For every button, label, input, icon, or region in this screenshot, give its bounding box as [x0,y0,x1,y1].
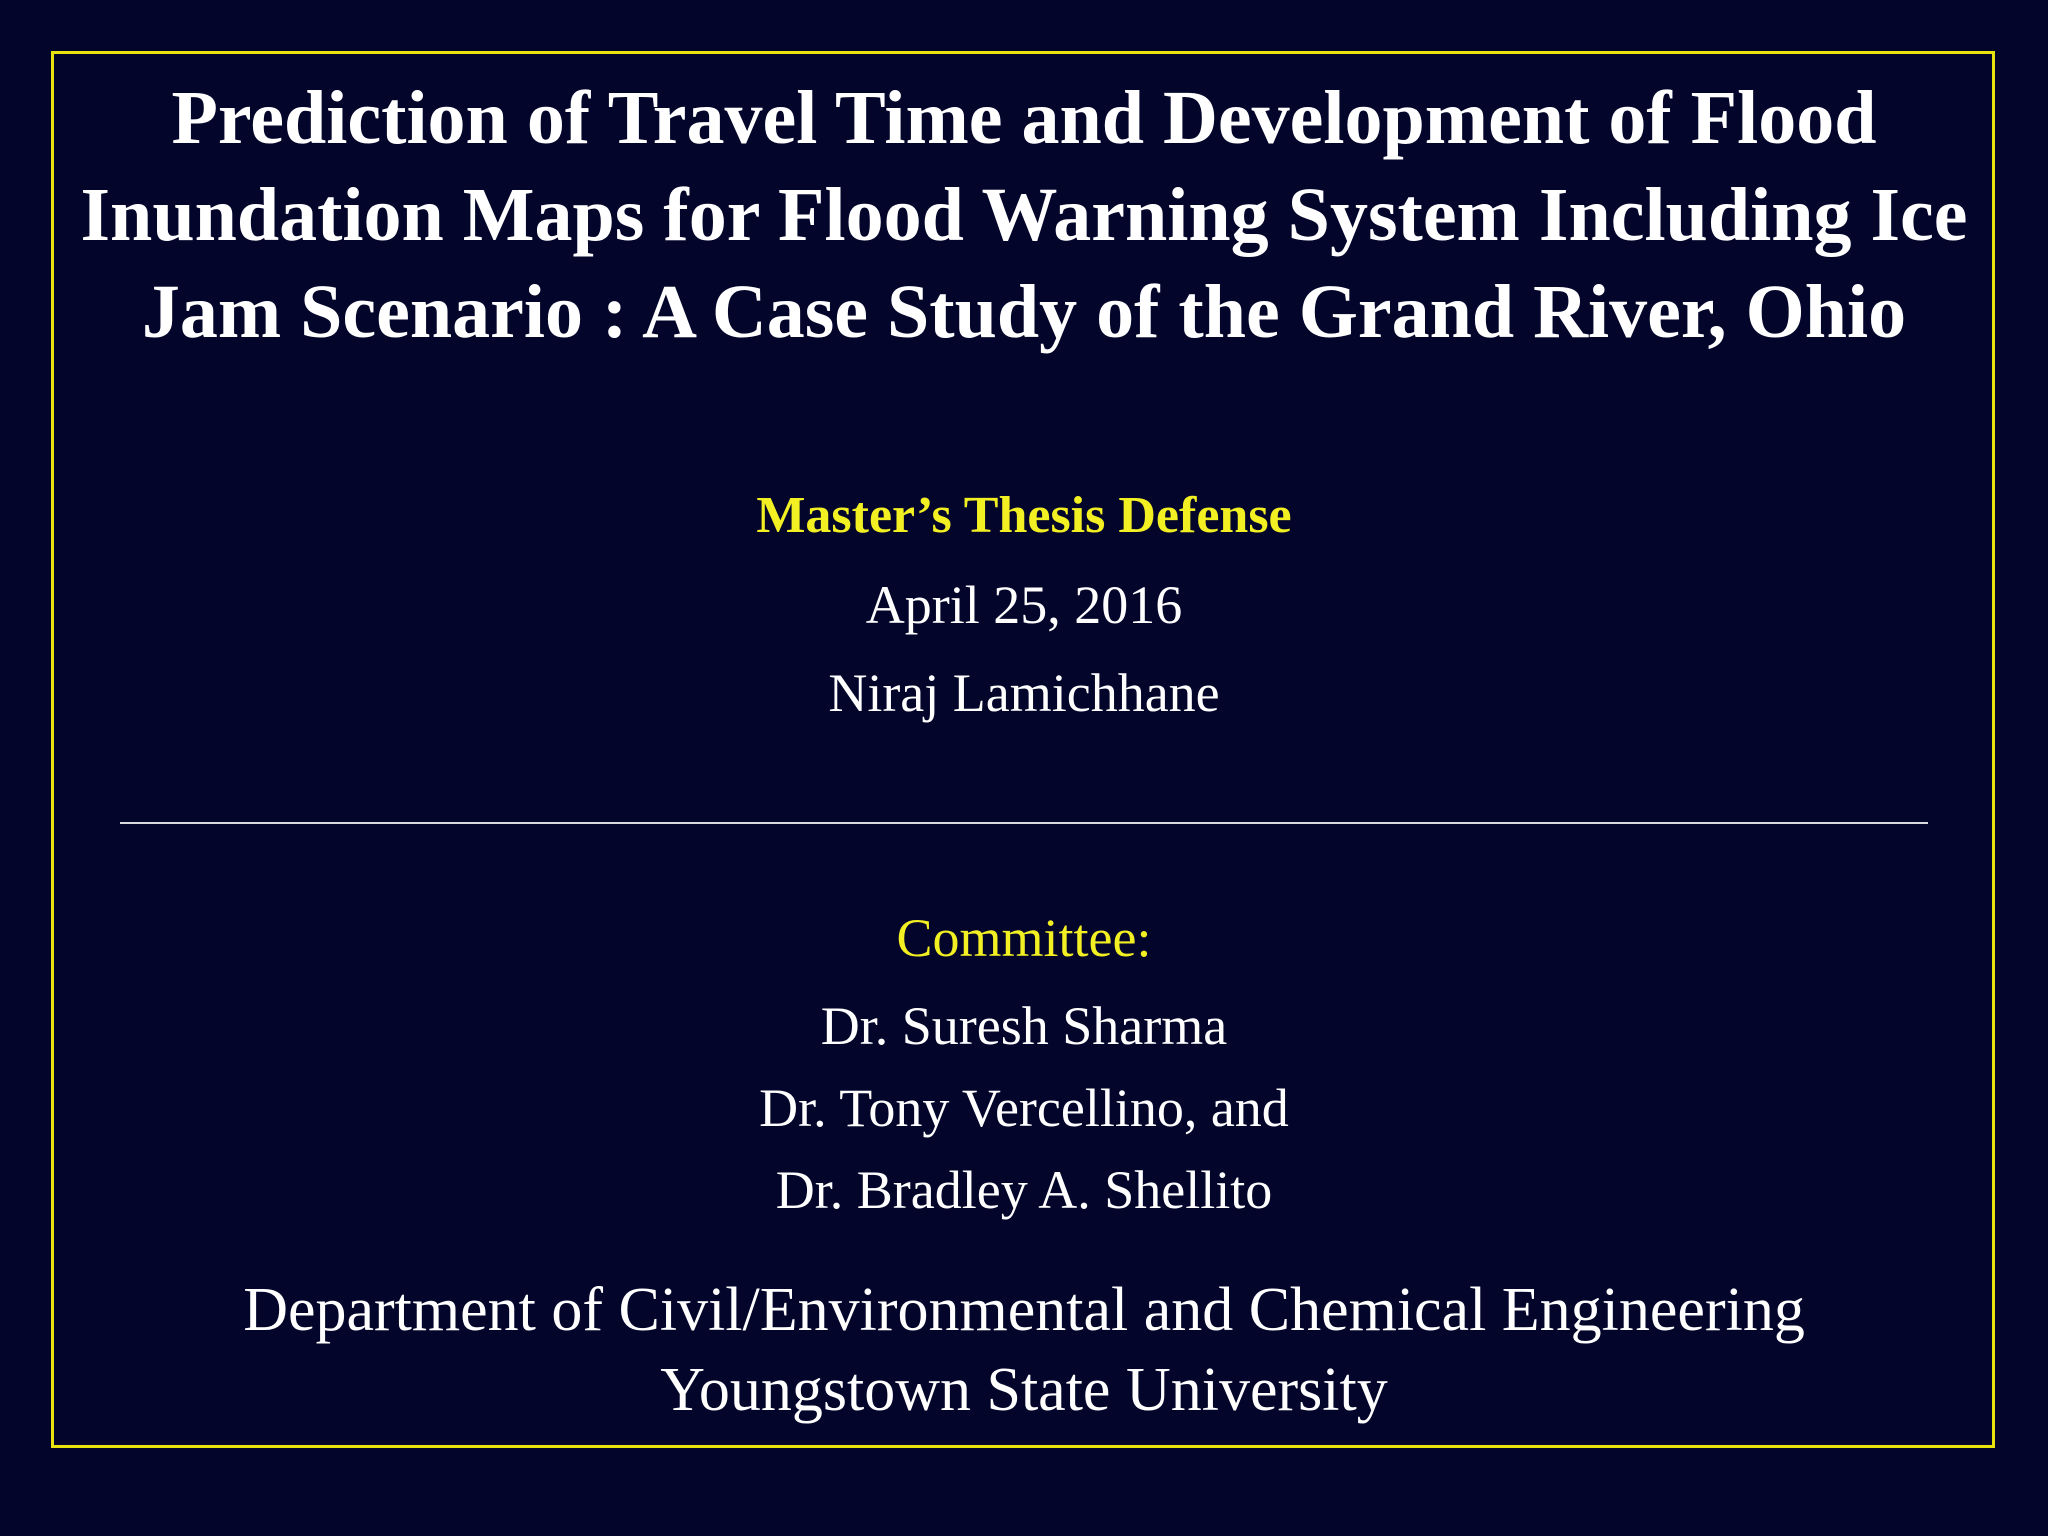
committee-list [0,985,2048,1231]
divider [120,822,1928,824]
committee-member: Dr. Bradley A. Shellito [775,1160,1273,1220]
committee-member: Dr. Tony Vercellino, and [759,1078,1289,1138]
title-line-3: Jam Scenario : A Case Study of the Grand River, Ohio [141,270,1907,354]
title-line-2: Inundation Maps for Flood Warning System Including Ice [80,173,1968,257]
presentation-date: April 25, 2016 [865,575,1183,635]
department-name: Department of Civil/Environmental and Chemical Engineering [243,1276,1805,1344]
committee-label: Committee: [896,908,1152,968]
subtitle: Master’s Thesis Defense [756,487,1292,544]
author-name: Niraj Lamichhane [828,663,1220,723]
title-line-1: Prediction of Travel Time and Development of Flood [171,76,1877,160]
committee-member: Dr. Suresh Sharma [820,996,1228,1056]
university-name: Youngstown State University [660,1356,1388,1424]
slide-title [70,70,1978,361]
affiliation [70,1270,1978,1430]
